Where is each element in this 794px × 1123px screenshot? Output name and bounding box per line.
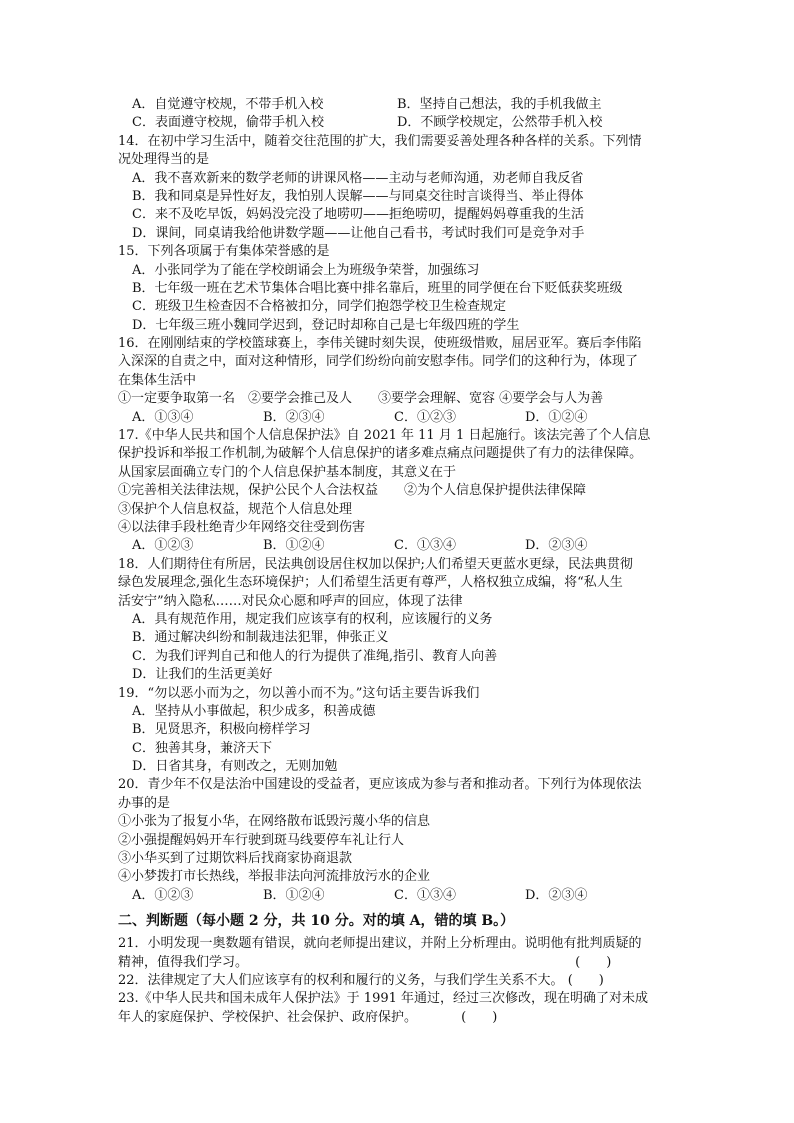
question-14-stem: 14．在初中学习生活中，随着交往范围的扩大，我们需要妥善处理各种各样的关系。下列情 [118,133,642,149]
question-17-stem-cont: 从国家层面确立专门的个人信息保护基本制度，其意义在于 [118,464,457,480]
section-2-heading: 二、判断题（每小题 2 分，共 10 分。对的填 A，错的填 B。） [118,913,515,930]
question-13-options-row-2 [118,114,684,132]
option-a: A．具有规范作用，规定我们应该享有的权利，应该履行的义务 [132,611,493,627]
option-c: C．独善其身，兼济天下 [132,740,272,756]
question-21-stem: 21．小明发现一奥数题有错误，就向老师提出建议，并附上分析理由。说明他有批判质疑的 [118,936,642,952]
question-17-stem-cont: 保护投诉和举报工作机制,为破解个人信息保护的诸多难点痛点问题提供了有力的法律保障。 [118,446,643,462]
question-23-stem: 23.《中华人民共和国未成年人保护法》于 1991 年通过，经过三次修改，现在明确了对未成 [118,991,649,1007]
question-19-stem: 19．“勿以恶小而为之，勿以善小而不为。”这句话主要告诉我们 [118,685,480,701]
option-d: D．日省其身，有则改之，无则加勉 [132,759,338,775]
option-b: B．①②④ [263,538,325,554]
option-b: B．通过解决纠纷和制裁违法犯罪，伸张正义 [132,630,389,646]
question-18-stem: 18．人们期待住有所居，民法典创设居住权加以保护;人们希望天更蓝水更绿，民法典贯彻 [118,556,633,572]
question-21-stem-cont [118,954,684,972]
option-d: D．七年级三班小魏同学迟到，登记时却称自己是七年级四班的学生 [132,317,520,333]
question-20-stem-cont: 办事的是 [118,795,171,811]
option-c: C．班级卫生检查因不合格被扣分，同学们抱怨学校卫生检查规定 [132,299,506,315]
question-15-stem: 15．下列各项属于有集体荣誉感的是 [118,244,330,260]
question-18-stem-cont: 活安宁”纳入隐私……对民众心愿和呼声的回应，体现了法律 [118,593,463,609]
answer-blank[interactable]: ( ) [461,1009,498,1025]
option-c: C．①③④ [394,538,456,554]
question-17-stem: 17.《中华人民共和国个人信息保护法》自 2021 年 11 月 1 日起施行。该法完善了个人信息 [118,428,651,444]
question-16-stem-cont: 在集体生活中 [118,372,197,388]
option-b: B．②③④ [263,409,325,425]
question-22-text: 22．法律规定了大人们应该享有的权利和履行的义务，与我们学生关系不大。 [118,972,564,988]
option-a: A．坚持从小事做起，积少成多，积善成德 [132,703,376,719]
option-d: D．课间，同桌请我给他讲数学题——让他自己看书，考试时我们可是竞争对手 [132,225,585,241]
question-21-text: 精神，值得我们学习。 [118,954,249,970]
question-16-stem-cont: 入深深的自责之中，面对这种情形，同学们纷纷向前安慰李伟。同学们的这种行为，体现了 [118,354,639,370]
option-a: A．①②③ [132,887,194,903]
option-a: A．小张同学为了能在学校朗诵会上为班级争荣誉，加强练习 [132,262,480,278]
option-a: A．①②③ [132,538,194,554]
question-17-item: ③保护个人信息权益，规范个人信息处理 [118,501,353,517]
question-16-options [118,409,684,427]
answer-blank[interactable]: ( ) [567,972,604,988]
question-23-stem-cont [118,1009,684,1027]
question-20-options [118,887,684,905]
question-20-item: ④小梦拨打市长热线，举报非法向河流排放污水的企业 [118,869,431,885]
question-20-item: ②小强提醒妈妈开车行驶到斑马线要停车礼让行人 [118,832,405,848]
option-a: A．①③④ [132,409,194,425]
exam-page [118,96,684,1027]
option-b: B．①②④ [263,887,325,903]
question-22 [118,972,684,990]
option-b: B．七年级一班在艺术节集体合唱比赛中排名靠后，班里的同学便在台下贬低获奖班级 [132,280,623,296]
option-d: D．②③④ [525,538,588,554]
option-c: C．表面遵守校规，偷带手机入校 [132,115,324,131]
option-b: B．见贤思齐，积极向榜样学习 [132,722,311,738]
question-16-stem: 16．在刚刚结束的学校篮球赛上，李伟关键时刻失误，使班级惜败，屈居亚军。赛后李伟陷 [118,336,642,352]
option-d: D．①②④ [525,409,588,425]
question-17-item: ①完善相关法律法规，保护公民个人合法权益 ②为个人信息保护提供法律保障 [118,483,587,499]
option-b: B．坚持自己想法，我的手机我做主 [397,97,602,112]
question-20-item: ③小华买到了过期饮料后找商家协商退款 [118,851,353,867]
question-17-item: ④以法律手段杜绝青少年网络交往受到伤害 [118,519,366,535]
option-c: C．为我们评判自己和他人的行为提供了准绳,指引、教育人向善 [132,648,498,664]
option-a: A．我不喜欢新来的数学老师的讲课风格——主动与老师沟通，劝老师自我反省 [132,170,584,186]
question-13-options-row-1 [118,96,684,114]
question-20-stem: 20．青少年不仅是法治中国建设的受益者，更应该成为参与者和推动者。下列行为体现依法 [118,777,642,793]
question-14-stem-cont: 况处理得当的是 [118,152,210,168]
question-23-text: 年人的家庭保护、学校保护、社会保护、政府保护。 [118,1009,418,1025]
option-c: C．来不及吃早饭，妈妈没完没了地唠叨——拒绝唠叨，提醒妈妈尊重我的生活 [132,207,584,223]
option-b: B．我和同桌是异性好友，我怕别人误解——与同桌交往时言谈得当、举止得体 [132,188,584,204]
option-c: C．①②③ [394,409,456,425]
option-d: D．让我们的生活更美好 [132,667,273,683]
option-d: D．不顾学校规定，公然带手机入校 [397,115,603,131]
option-c: C．①③④ [394,887,456,903]
question-17-options [118,537,684,555]
question-16-items: ①一定要争取第一名 ②要学会推己及人 ③要学会理解、宽容 ④要学会与人为善 [118,391,604,407]
option-d: D．②③④ [525,887,588,903]
answer-blank[interactable]: ( ) [575,954,612,970]
question-20-item: ①小张为了报复小华，在网络散布诋毁污蔑小华的信息 [118,814,431,830]
option-a: A．自觉遵守校规，不带手机入校 [132,97,324,112]
question-18-stem-cont: 绿色发展理念,强化生态环境保护；人们希望生活更有尊严，人格权独立成编，将“私人生 [118,575,623,591]
